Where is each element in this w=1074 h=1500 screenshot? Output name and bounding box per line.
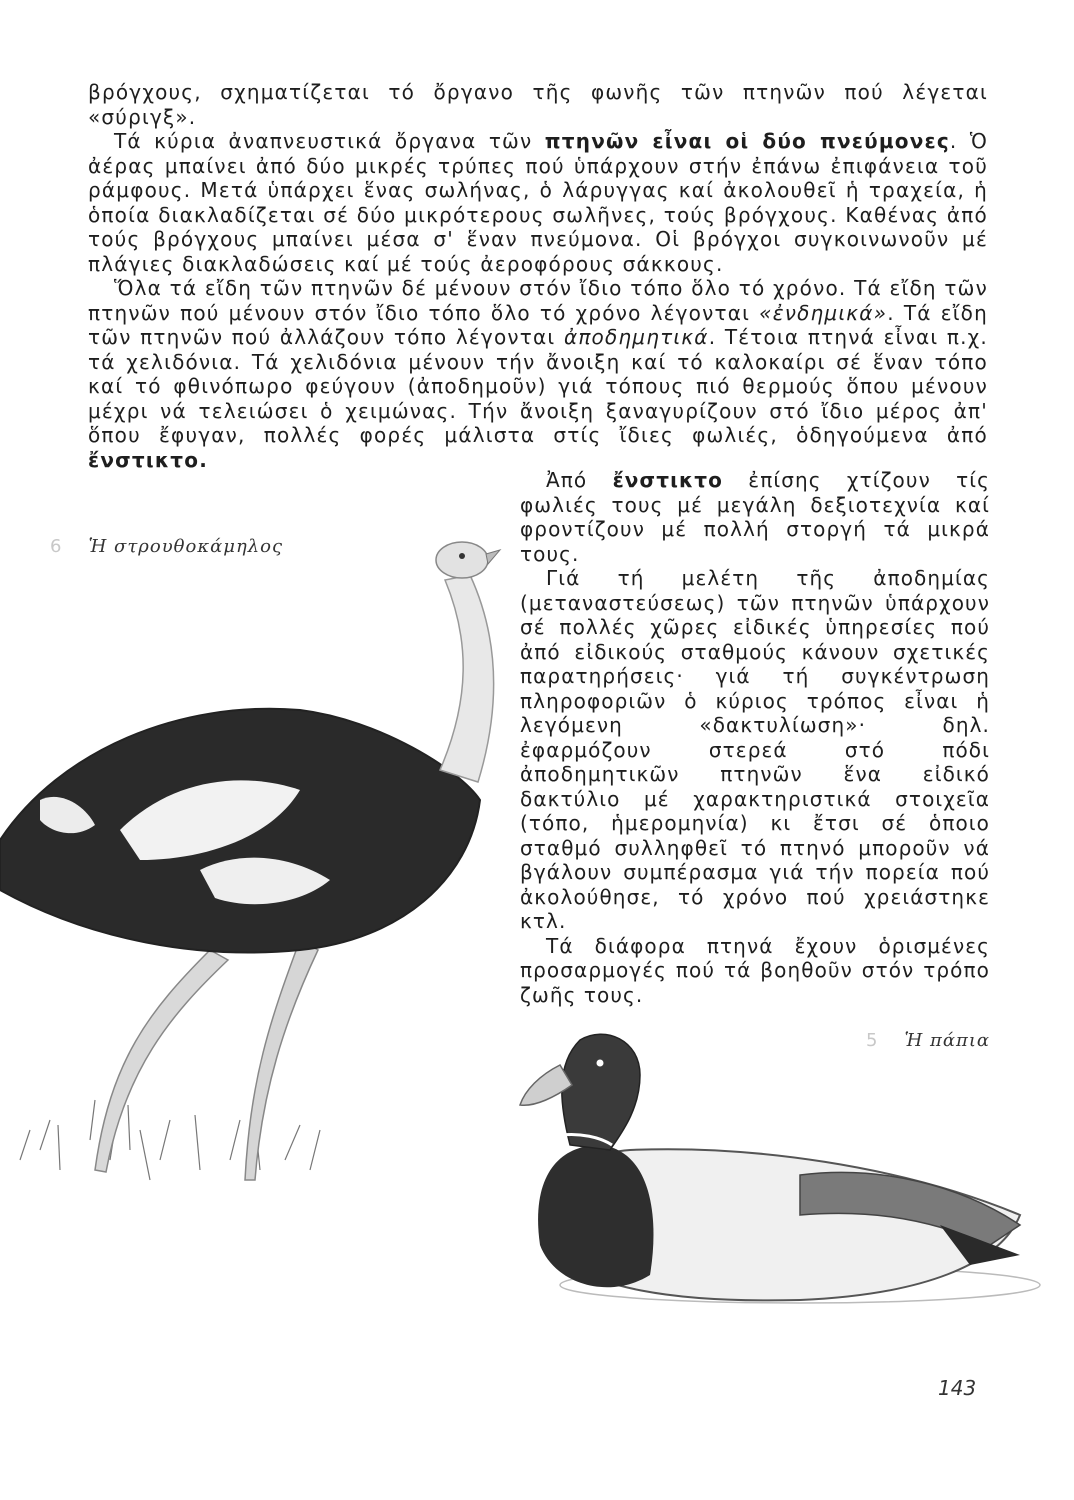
paragraph-adaptations: Τά διάφορα πτηνά ἔχουν ὁρισμένες προσαρμογές πού τά βοηθοῦν στόν τρόπο ζωῆς τους. [520,933,990,1007]
page-number: 143 [938,1376,977,1400]
paragraph-ringing: Γιά τή μελέτη τῆς ἀποδημίας (μεταναστεύσεως) τῶν πτηνῶν ὑπάρχουν σέ πολλές χῶρες εἰδικές ὑπηρεσίες πού ἀπό εἰδικούς σταθμούς κάνουν σχετικές παρατηρήσεις· γιά τή συγκέντρωση πληροφοριῶν ὁ κύριος τρόπος εἶναι ἡ λεγόμενη «δακτυλίωση»· δηλ. ἐφαρμόζουν στερεά στό πόδι ἀποδημητικῶν πτηνῶν ἕνα εἰδικό δακτύλιο μέ χαρακτηριστικά στοιχεῖα (τόπο, ἡμερομηνία) κι ἔτσι σέ ὁποιο σταθμό συλληφθεῖ τό πτηνό μποροῦν νά βγάλουν συμπέρασμα γιά τήν πορεία πού ἀκολούθησε, τό χρόνο πού χρειάστηκε κτλ. [520,566,990,933]
duck-illustration [500,1015,1060,1315]
ostrich-illustration [0,520,520,1220]
paragraph-lungs: Τά κύρια ἀναπνευστικά ὄργανα τῶν πτηνῶν εἶναι οἱ δύο πνεύμονες. Ὁ ἀέρας μπαίνει ἀπό δύο μικρές τρύπες πού ὑπάρχουν στήν ἐπάνω ἐπιφάνεια τοῦ ράμφους. Μετά ὑπάρχει ἕνας σωλήνας, ὁ λάρυγγας καί ἀκολουθεῖ ἡ τραχεία, ἡ ὁποία διακλαδίζεται σέ δύο μικρότερους σωλῆνες, τούς βρόγχους. Καθένας ἀπό τούς βρόγχους μπαίνει μέσα σ' ἕναν πνεύμονα. Οἱ βρόγχοι συγκοινωνοῦν μέ πλάγιες διακλαδώσεις καί μέ τούς ἀεροφόρους σάκκους. [88,129,989,276]
body-text-full-width [88,80,988,472]
duck-caption: 5 Ἡ πάπια [866,1030,991,1051]
paragraph-syrinx: βρόγχους, σχηματίζεται τό ὄργανο τῆς φωνῆς τῶν πτηνῶν πού λέγεται «σύριγξ». [88,80,988,129]
paragraph-instinct: Ἀπό ἔνστικτο ἐπίσης χτίζουν τίς φωλιές τους μέ μεγάλη δεξιοτεχνία καί φροντίζουν μέ πολλή στοργή τά μικρά τους. [520,468,990,566]
ostrich-caption: 6 Ἡ στρουθοκάμηλος [50,536,284,557]
body-text-right-column [520,468,990,1007]
paragraph-migration: Ὅλα τά εἴδη τῶν πτηνῶν δέ μένουν στόν ἴδιο τόπο ὅλο τό χρόνο. Τά εἴδη τῶν πτηνῶν πού μένουν στόν ἴδιο τόπο ὅλο τό χρόνο λέγονται «ἐνδημικά». Τά εἴδη τῶν πτηνῶν πού ἀλλάζουν τόπο λέγονται ἀποδημητικά. Τέτοια πτηνά εἶναι π.χ. τά χελιδόνια. Τά χελιδόνια μένουν τήν ἄνοιξη καί τό καλοκαίρι σέ ἕναν τόπο καί τό φθινόπωρο φεύγουν (ἀποδημοῦν) γιά τόπους πιό θερμούς ὅπου μένουν μέχρι νά τελειώσει ὁ χειμώνας. Τήν ἄνοιξη ξαναγυρίζουν στό ἴδιο μέρος ἀπ' ὅπου ἔφυγαν, πολλές φορές μάλιστα στίς ἴδιες φωλιές, ὁδηγούμενα ἀπό ἔνστικτο. [88,276,988,472]
